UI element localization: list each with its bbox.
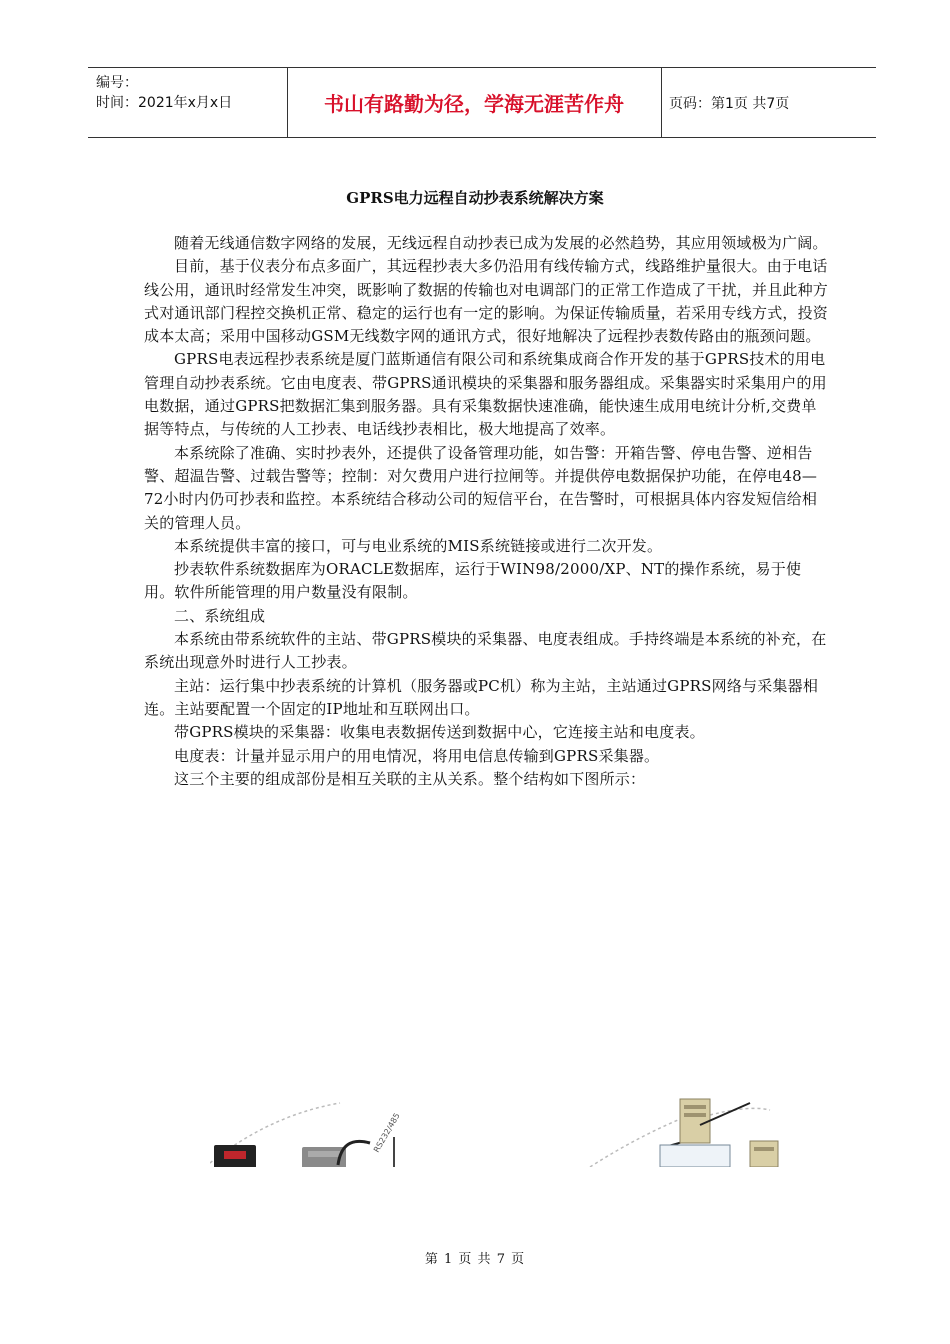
paragraph: GPRS电表远程抄表系统是厦门蓝斯通信有限公司和系统集成商合作开发的基于GPRS技术的用电管理自动抄表系统。它由电度表、带GPRS通讯模块的采集器和服务器组成。采集器实时采集用户的用电数据，通过GPRS把数据汇集到服务器。具有采集数据快速准确，能快速生成用电统计分析,交费单据等特点，与传统的人工抄表、电话线抄表相比，极大地提高了效率。 bbox=[144, 350, 827, 439]
server-icon bbox=[680, 1099, 710, 1143]
system-diagram-graphic bbox=[210, 1095, 840, 1167]
server-icon bbox=[750, 1141, 778, 1167]
meter-icon bbox=[214, 1145, 256, 1167]
paragraph: 本系统提供丰富的接口，可与电业系统的MIS系统链接或进行二次开发。 bbox=[174, 536, 663, 555]
paragraph: 主站：运行集中抄表系统的计算机（服务器或PC机）称为主站，主站通过GPRS网络与采集器相连。主站要配置一个固定的IP地址和互联网出口。 bbox=[144, 676, 819, 718]
paragraph: 本系统除了准确、实时抄表外，还提供了设备管理功能，如告警：开箱告警、停电告警、逆相告警、超温告警、过载告警等；控制：对欠费用户进行拉闸等。并提供停电数据保护功能，在停电48—72小时内仍可抄表和监控。本系统结合移动公司的短信平台，在告警时，可根据具体内容发短信给相关的管理人员。 bbox=[144, 443, 818, 532]
system-diagram bbox=[210, 1095, 840, 1167]
paragraph: 这三个主要的组成部份是相互关联的主从关系。整个结构如下图所示： bbox=[174, 769, 646, 788]
page-footer: 第 1 页 共 7 页 bbox=[424, 1252, 526, 1267]
paragraph: 抄表软件系统数据库为ORACLE数据库，运行于WIN98/2000/XP、NT的操作系统，易于使用。软件所能管理的用户数量没有限制。 bbox=[144, 560, 802, 602]
paragraph: 随着无线通信数字网络的发展，无线远程自动抄表已成为发展的必然趋势，其应用领域极为广阔。 bbox=[174, 234, 828, 252]
motto: 书山有路勤为径，学海无涯苦作舟 bbox=[287, 68, 662, 137]
page-label: 页码：第1页 共7页 bbox=[669, 96, 790, 112]
section-heading: 二、系统组成 bbox=[174, 606, 266, 625]
header-table bbox=[88, 67, 876, 138]
paragraph: 目前，基于仪表分布点多面广，其远程抄表大多仍沿用有线传输方式，线路维护量很大。由于电话线公用，通讯时经常发生冲突，既影响了数据的传输也对电调部门的正常工作造成了干扰，并且此种方式对通讯部门程控交换机正常、稳定的运行也有一定的影响。为保证传输质量，若采用专线方式，投资成本太高；采用中国移动GSM无线数字网的通讯方式，很好地解决了远程抄表数传路由的瓶颈问题。 bbox=[144, 257, 829, 346]
document-title: GPRS电力远程自动抄表系统解决方案 bbox=[346, 189, 604, 207]
paragraph: 电度表：计量并显示用户的用电情况，将用电信息传输到GPRS采集器。 bbox=[174, 746, 660, 765]
number-label: 编号： bbox=[96, 75, 138, 91]
paragraph: 本系统由带系统软件的主站、带GPRS模块的采集器、电度表组成。手持终端是本系统的补充，在系统出现意外时进行人工抄表。 bbox=[144, 630, 827, 672]
document-body bbox=[144, 232, 829, 791]
header-meta-cell bbox=[88, 68, 288, 137]
time-label: 时间：2021年x月x日 bbox=[96, 95, 233, 111]
paragraph: 带GPRS模块的采集器：收集电表数据传送到数据中心，它连接主站和电度表。 bbox=[174, 723, 705, 742]
svg-text:RS232/485: RS232/485 bbox=[371, 1111, 402, 1154]
